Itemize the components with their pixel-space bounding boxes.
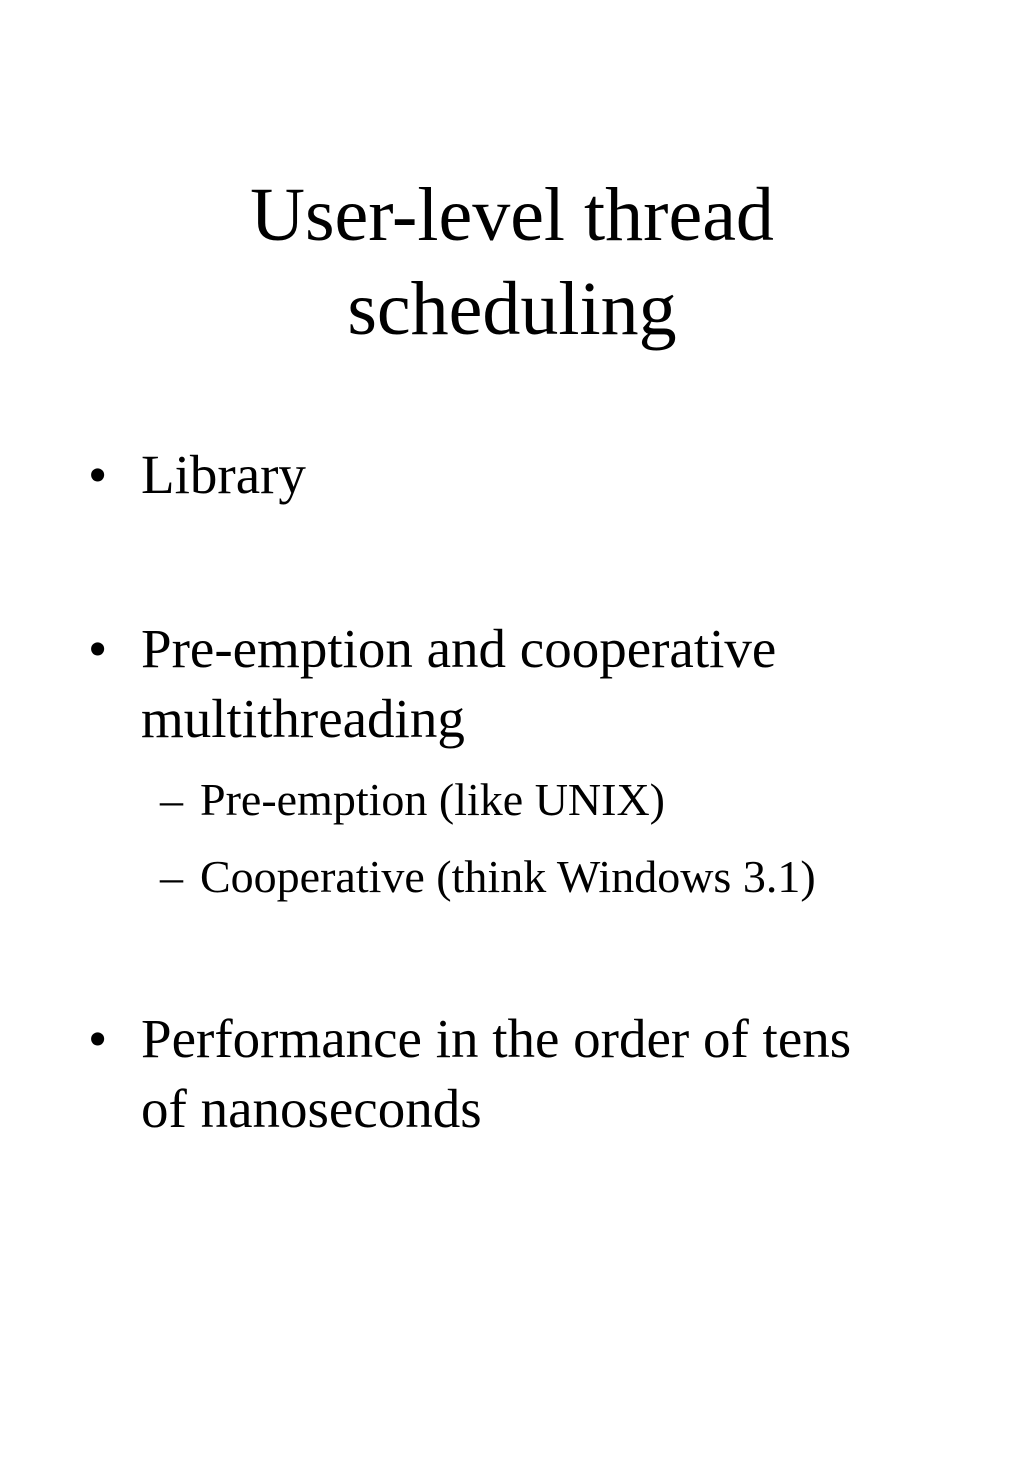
bullet-text-line-2: multithreading <box>141 688 465 749</box>
sub-item-text: Pre-emption (like UNIX) <box>200 774 665 825</box>
bullet-text <box>141 1004 981 1144</box>
slide-title-line-2: scheduling <box>347 267 677 351</box>
bullet-text <box>141 440 981 510</box>
bullet-text-line-1: Library <box>141 444 306 505</box>
bullet-marker: • <box>88 444 108 505</box>
bullet-text-line-2: of nanoseconds <box>141 1078 482 1139</box>
slide-title-line-1: User-level thread <box>250 173 774 257</box>
bullet-text-line-1: Performance in the order of tens <box>141 1008 852 1069</box>
sub-item-text: Cooperative (think Windows 3.1) <box>200 851 816 902</box>
bullet-text-line-1: Pre-emption and cooperative <box>141 618 777 679</box>
bullet-marker: • <box>88 1008 108 1069</box>
slide-title <box>0 168 1024 356</box>
bullet-text <box>141 614 981 754</box>
sub-marker: – <box>160 851 183 902</box>
bullet-marker: • <box>88 618 108 679</box>
sub-marker: – <box>160 774 183 825</box>
